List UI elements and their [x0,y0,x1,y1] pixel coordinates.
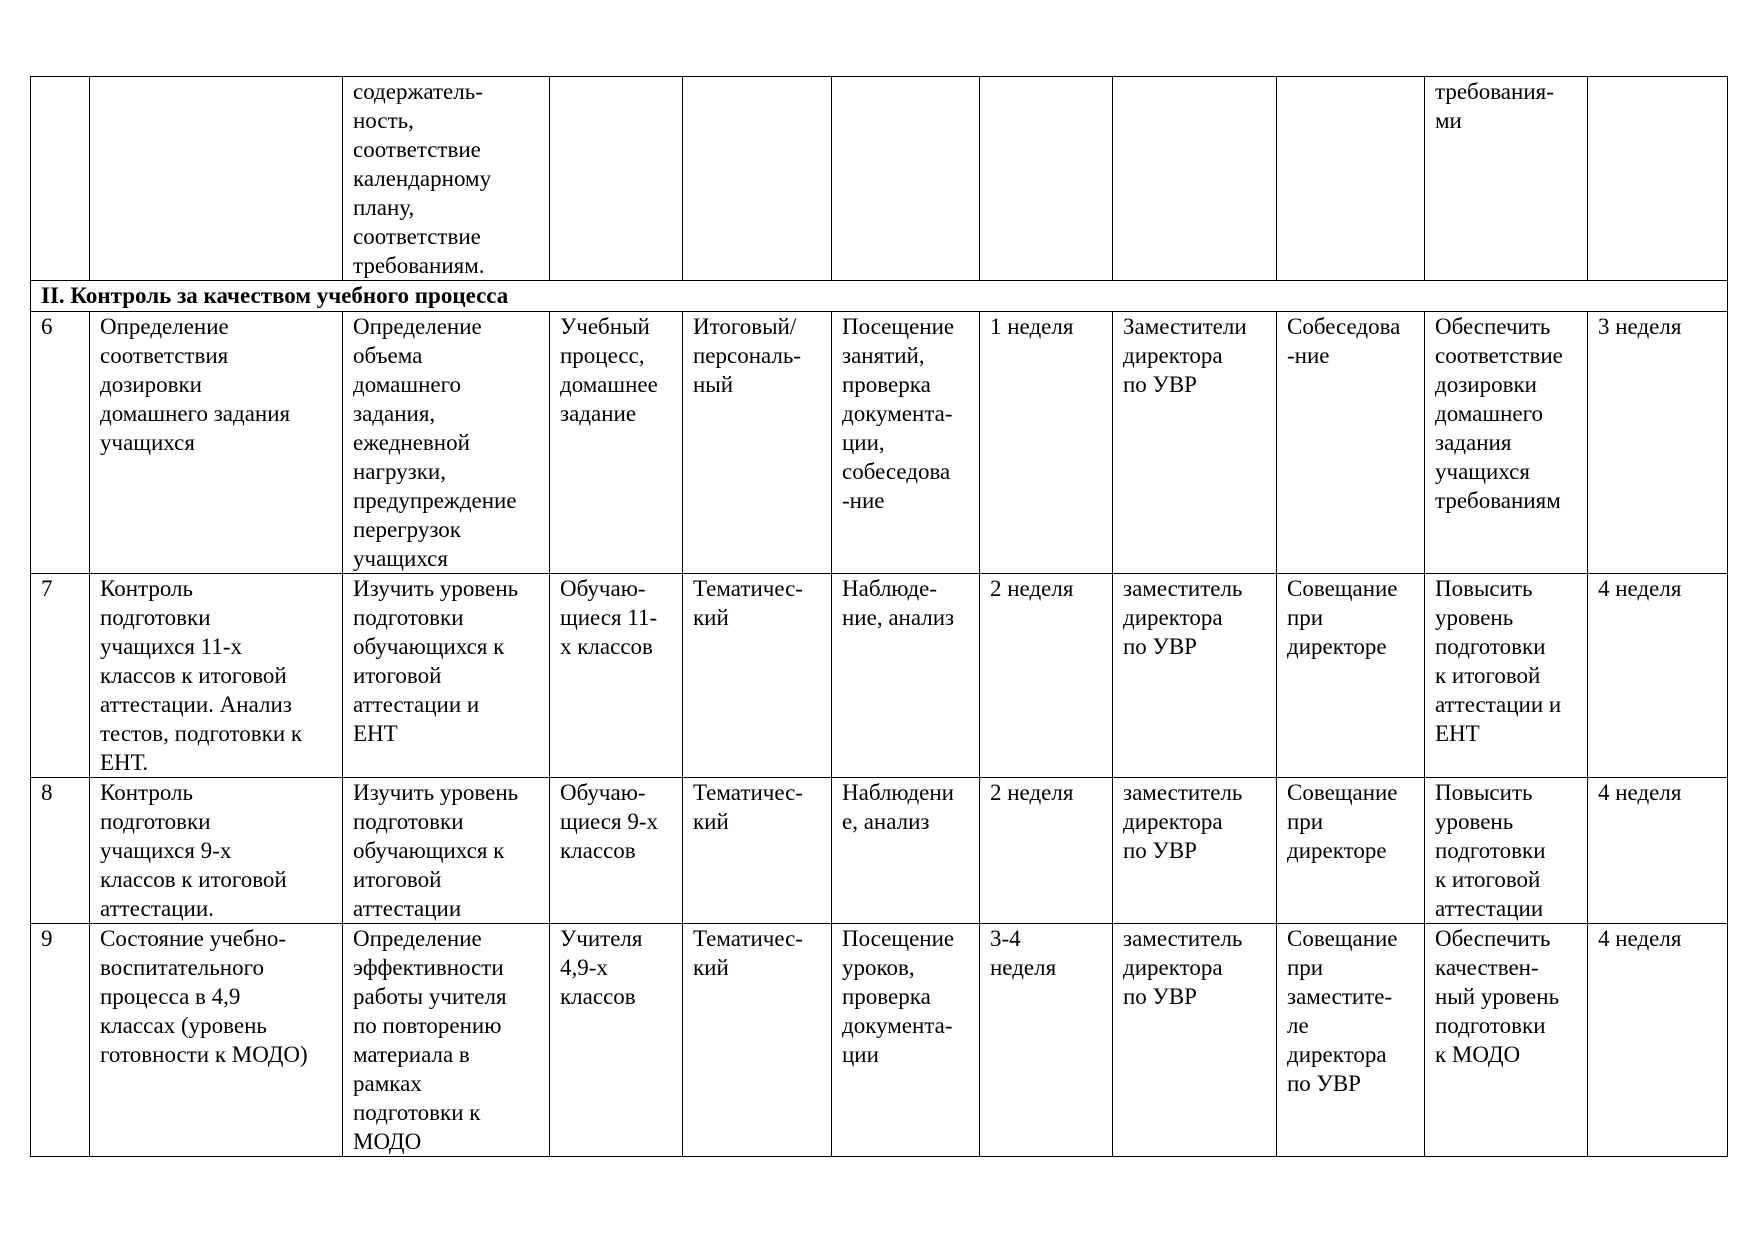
cell-object: Учебный процесс, домашнее задание [550,312,683,574]
cell-goal: Определение эффективности работы учителя по повторению материала в рамках подготовки к МОДО [343,924,550,1157]
cell-num: 9 [31,924,90,1157]
cell-num: 7 [31,574,90,778]
control-plan-table [30,76,1728,1157]
cell-method: Посещение уроков, проверка документа- ции [832,924,980,1157]
cell-type: Итоговый/ персональ- ный [683,312,832,574]
cell-responsible: заместитель директора по УВР [1113,924,1277,1157]
cell-object: Обучаю- щиеся 9-х классов [550,778,683,924]
cell-summary: Совещание при директоре [1277,574,1425,778]
cell-subject [90,77,343,281]
cell-subject: Состояние учебно- воспитательного процесса в 4,9 классах (уровень готовности к МОДО) [90,924,343,1157]
cell-subject: Контроль подготовки учащихся 11-х классов к итоговой аттестации. Анализ тестов, подготовки к ЕНТ. [90,574,343,778]
section-title: II. Контроль за качеством учебного процесса [31,281,1728,312]
cell-goal: Изучить уровень подготовки обучающихся к итоговой аттестации и ЕНТ [343,574,550,778]
cell-object: Обучаю- щиеся 11- х классов [550,574,683,778]
table-row [31,778,1728,924]
cell-num: 6 [31,312,90,574]
cell-decision: Обеспечить качествен- ный уровень подготовки к МОДО [1425,924,1588,1157]
cell-method: Наблюдени е, анализ [832,778,980,924]
cell-responsible: Заместители директора по УВР [1113,312,1277,574]
cell-summary: Совещание при директоре [1277,778,1425,924]
cell-decision: Обеспечить соответствие дозировки домашнего задания учащихся требованиям [1425,312,1588,574]
cell-repeat: 4 неделя [1588,924,1728,1157]
cell-responsible: заместитель директора по УВР [1113,778,1277,924]
cell-repeat: 3 неделя [1588,312,1728,574]
cell-type: Тематичес- кий [683,778,832,924]
table-row [31,77,1728,281]
table-row [31,312,1728,574]
cell-goal: Изучить уровень подготовки обучающихся к итоговой аттестации [343,778,550,924]
cell-decision: Повысить уровень подготовки к итоговой аттестации и ЕНТ [1425,574,1588,778]
table-row [31,574,1728,778]
cell-method: Наблюде- ние, анализ [832,574,980,778]
table-row [31,924,1728,1157]
cell-responsible [1113,77,1277,281]
cell-method [832,77,980,281]
cell-num: 8 [31,778,90,924]
cell-date: 2 неделя [980,574,1113,778]
cell-summary: Совещание при заместите- ле директора по УВР [1277,924,1425,1157]
cell-type [683,77,832,281]
cell-subject: Определение соответствия дозировки домашнего задания учащихся [90,312,343,574]
cell-method: Посещение занятий, проверка документа- ции, собеседова -ние [832,312,980,574]
cell-decision: Повысить уровень подготовки к итоговой аттестации [1425,778,1588,924]
cell-goal: Определение объема домашнего задания, ежедневной нагрузки, предупреждение перегрузок учащихся [343,312,550,574]
section-row [31,281,1728,312]
cell-date: 3-4 неделя [980,924,1113,1157]
cell-repeat: 4 неделя [1588,778,1728,924]
cell-date [980,77,1113,281]
cell-date: 2 неделя [980,778,1113,924]
cell-num [31,77,90,281]
cell-subject: Контроль подготовки учащихся 9-х классов к итоговой аттестации. [90,778,343,924]
cell-type: Тематичес- кий [683,574,832,778]
cell-summary: Собеседова -ние [1277,312,1425,574]
cell-object: Учителя 4,9-х классов [550,924,683,1157]
cell-decision: требования- ми [1425,77,1588,281]
cell-summary [1277,77,1425,281]
cell-type: Тематичес- кий [683,924,832,1157]
cell-date: 1 неделя [980,312,1113,574]
cell-object [550,77,683,281]
cell-repeat [1588,77,1728,281]
cell-repeat: 4 неделя [1588,574,1728,778]
cell-responsible: заместитель директора по УВР [1113,574,1277,778]
cell-goal: содержатель- ность, соответствие календарному плану, соответствие требованиям. [343,77,550,281]
